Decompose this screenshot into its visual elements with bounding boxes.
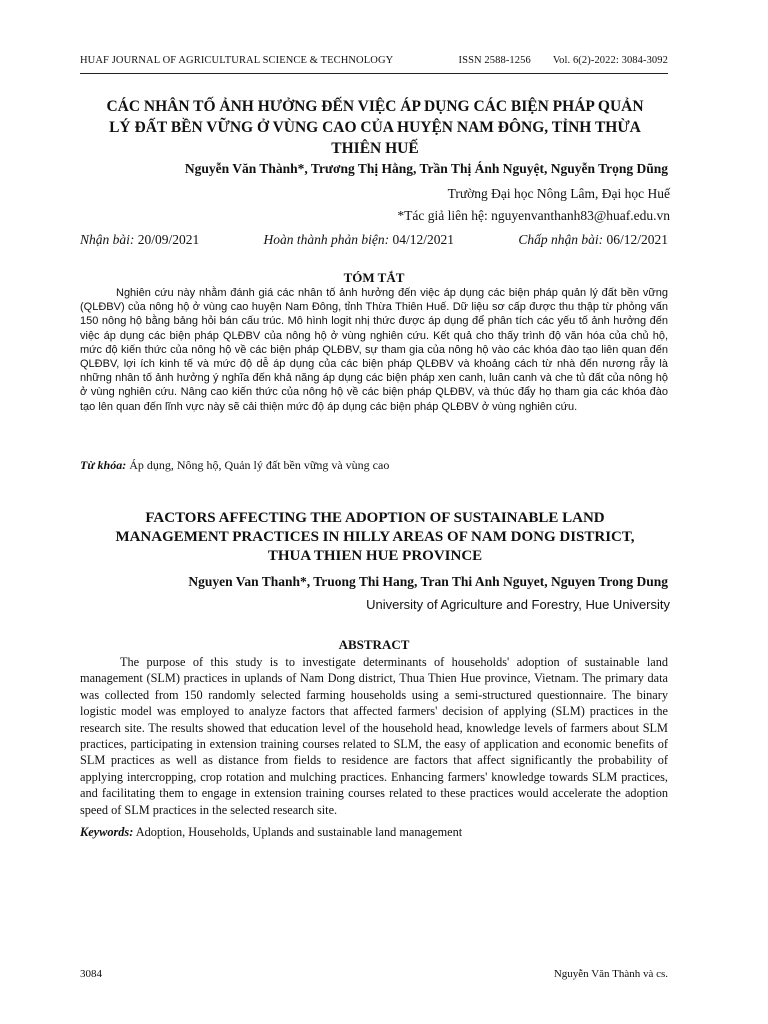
- vietnamese-authors: Nguyễn Văn Thành*, Trương Thị Hằng, Trần Thị Ánh Nguyệt, Nguyễn Trọng Dũng: [184, 161, 668, 176]
- keywords-text: Adoption, Households, Uplands and sustainable land management: [135, 825, 463, 839]
- keywords-text: Áp dụng, Nông hộ, Quản lý đất bền vững và vùng cao: [129, 458, 390, 472]
- vietnamese-abstract: Nghiên cứu này nhằm đánh giá các nhân tố ảnh hưởng đến việc áp dụng các biện pháp quản lý đất bền vững (QLĐBV) của nông hộ ở vùng cao huyện Nam Đông, tỉnh Thừa Thiên Huế. Dữ liệu sơ cấp được thu thập từ phỏng vấn 150 nông hộ bằng bảng hỏi bán cấu trúc. Mô hình logit nhị thức được áp dụng để phân tích các yếu tố ảnh hưởng đến việc áp dụng các biện pháp QLĐBV của nông hộ ở vùng nghiên cứu. Kết quả cho thấy trình độ văn hóa của chủ hộ, mức độ kiến thức của nông hộ về các biện pháp QLĐBV, sự tham gia của nông hộ vào các khóa đào tạo liên quan đến QLĐBV, lợi ích kinh tế và mức độ dễ áp dụng của các biện pháp QLĐBV và khoảng cách từ nhà đến nương rẫy là những nhân tố ảnh hưởng ý nghĩa đến khả năng áp dụng các biện pháp xen canh, luân canh và che tủ đất của nông hộ ở vùng nghiên cứu. Nâng cao kiến thức của nông hộ về các biện pháp QLĐBV, và thúc đẩy họ tham gia các khóa đào tạo lên quan đến lĩnh vực này sẽ cải thiện mức độ áp dụng các biện pháp QLĐBV ở vùng nghiên cứu.: [80, 287, 668, 413]
- footer-authors: Nguyễn Văn Thành và cs.: [553, 968, 668, 980]
- paper-page: [80, 0, 670, 1024]
- english-abstract: The purpose of this study is to investigate determinants of households' adoption of sustainable land management (SLM) practices in uplands of Nam Dong district, Thua Thien Hue province, Vietnam. The primary data was collected from 150 randomly selected farming households using a semi-structured questionnaire. The binary logistic model was employed to analyze factors that affected farmers' decision of applying (SLM) practices in the research site. The results showed that education level of the household head, knowledge levels of farmers about SLM practices, participating in extension training courses related to SLM, the easy of application and economic benefits of SLM practices as well as distance from fields to residence are factors that affect significantly the probability of applying intercropping, crop rotation and mulching practices. Enhancing farmers' knowledge towards SLM practices, and facilitating them to engage in extension training courses related to these practices would accelerate the adoption speed of SLM practices in the selected research site.: [80, 655, 668, 817]
- english-authors: Nguyen Van Thanh*, Truong Thi Hang, Tran Thi Anh Nguyet, Nguyen Trong Dung: [188, 574, 668, 589]
- page-number: 3084: [80, 968, 102, 980]
- vietnamese-affiliation: Trường Đại học Nông Lâm, Đại học Huế: [447, 186, 670, 201]
- date-accepted: Chấp nhận bài: 06/12/2021: [518, 232, 668, 247]
- english-title: FACTORS AFFECTING THE ADOPTION OF SUSTAINABLE LAND MANAGEMENT PRACTICES IN HILLY AREAS OF NAM DONG DISTRICT, THUA THIEN HUE PROVINCE: [115, 510, 635, 564]
- page-footer: [80, 968, 668, 980]
- issn: ISSN 2588-1256: [458, 55, 531, 66]
- header-divider: [80, 73, 668, 74]
- article-dates: [80, 232, 668, 248]
- vietnamese-abstract-heading: TÓM TẮT: [343, 270, 405, 285]
- english-keywords: [80, 825, 668, 840]
- header-meta: [459, 55, 668, 66]
- english-abstract-heading: ABSTRACT: [338, 637, 410, 652]
- corresponding-author-contact: *Tác giả liên hệ: nguyenvanthanh83@huaf.edu.vn: [397, 208, 670, 223]
- volume-info: Vol. 6(2)-2022: 3084-3092: [552, 55, 668, 66]
- date-revised: Hoàn thành phản biện: 04/12/2021: [263, 232, 455, 247]
- running-header: [80, 55, 668, 66]
- vietnamese-title: CÁC NHÂN TỐ ẢNH HƯỞNG ĐẾN VIỆC ÁP DỤNG CÁC BIỆN PHÁP QUẢN LÝ ĐẤT BỀN VỮNG Ở VÙNG CAO CỦA HUYỆN NAM ĐÔNG, TỈNH THỪA THIÊN HUẾ: [106, 98, 644, 157]
- english-affiliation: University of Agriculture and Forestry, Hue University: [366, 597, 670, 612]
- date-received: Nhận bài: 20/09/2021: [80, 232, 200, 247]
- journal-name: HUAF JOURNAL OF AGRICULTURAL SCIENCE & TECHNOLOGY: [80, 55, 394, 66]
- keywords-label: Keywords:: [80, 825, 134, 839]
- vietnamese-keywords: [80, 458, 668, 473]
- keywords-label: Từ khóa:: [80, 458, 127, 472]
